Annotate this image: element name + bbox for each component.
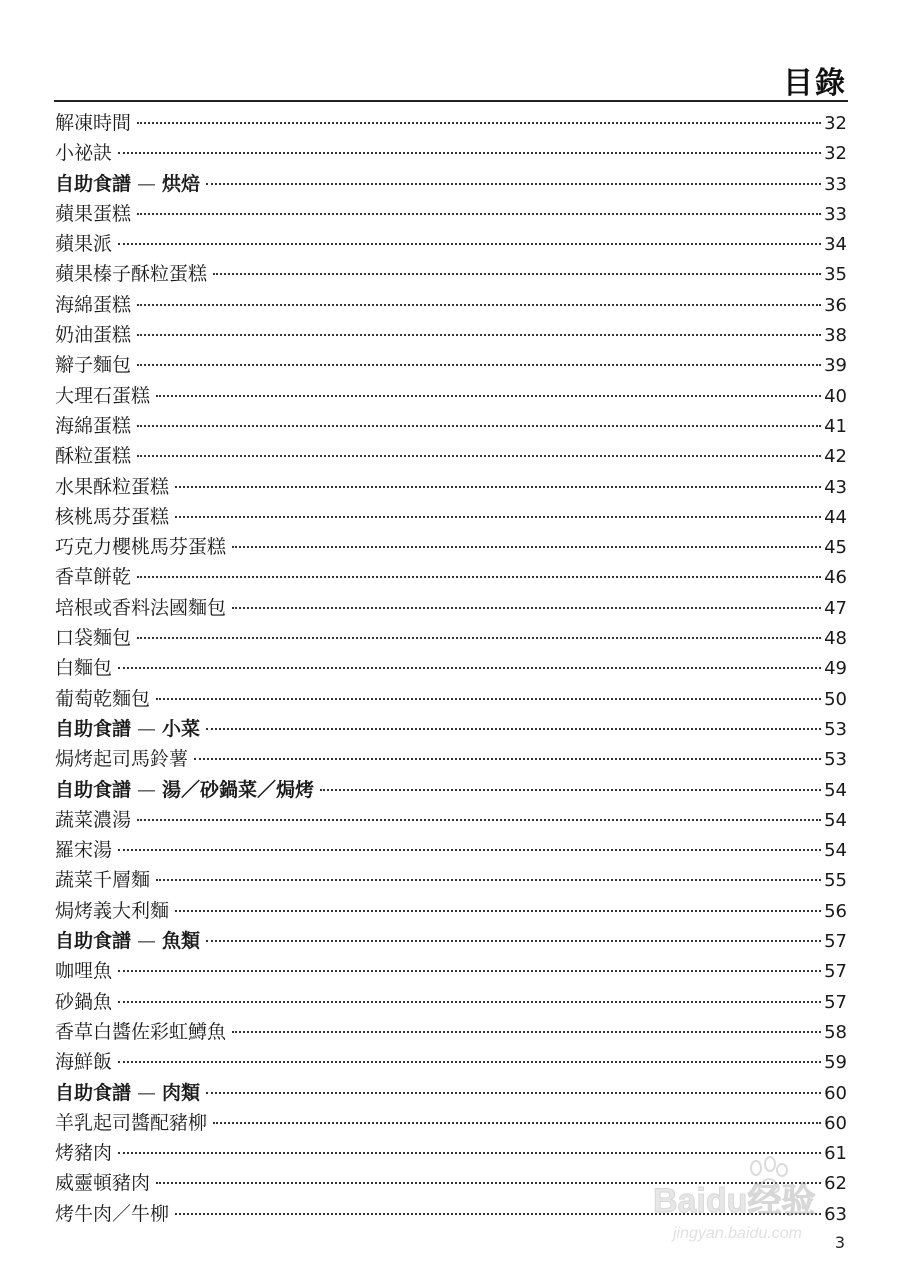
toc-entry-title: [55, 744, 188, 774]
toc-entry-page: 60: [824, 1112, 847, 1134]
toc-entry-page: 49: [824, 658, 847, 680]
toc-entry-title: [55, 199, 131, 229]
toc-entry-title-text: 自助食譜: [55, 1081, 132, 1104]
dot-leader: [118, 970, 821, 972]
dot-leader: [232, 607, 821, 609]
toc-entry[interactable]: [55, 1138, 847, 1168]
toc-entry-title-text: 蘋果派: [55, 233, 113, 256]
toc-entry-title: [55, 653, 112, 683]
dot-leader: [137, 576, 821, 578]
toc-entry[interactable]: [55, 865, 847, 895]
toc-entry-title-text: 辮子麵包: [55, 354, 132, 377]
watermark-url: jingyan.baidu.com: [673, 1225, 802, 1242]
dot-leader: [137, 425, 821, 427]
dot-leader: [118, 152, 821, 154]
dot-leader: [232, 1031, 821, 1033]
toc-section-subtitle: 湯／砂鍋菜／焗烤: [162, 778, 315, 801]
dot-leader: [156, 698, 821, 700]
toc-entry-page: 42: [824, 446, 847, 468]
dot-leader: [137, 364, 821, 366]
toc-entry[interactable]: [55, 623, 847, 653]
toc-entry-title: [55, 138, 112, 168]
toc-entry-title: [55, 1047, 112, 1077]
dot-leader: [118, 1061, 821, 1063]
toc-entry[interactable]: [55, 805, 847, 835]
toc-entry-title: [55, 562, 131, 592]
toc-entry[interactable]: [55, 1199, 847, 1229]
toc-entry-title-text: 焗烤起司馬鈴薯: [55, 748, 189, 771]
dot-leader: [137, 122, 821, 124]
toc-entry-page: 38: [824, 325, 847, 347]
toc-entry-title: [55, 290, 131, 320]
dot-leader: [137, 637, 821, 639]
toc-entry-page: 32: [824, 143, 847, 165]
dot-leader: [137, 455, 821, 457]
toc-entry-title: [55, 1078, 200, 1108]
toc-entry-title: [55, 1138, 112, 1168]
toc-entry-page: 58: [824, 1021, 847, 1043]
toc-entry[interactable]: [55, 472, 847, 502]
toc-entry[interactable]: [55, 593, 847, 623]
toc-entry[interactable]: [55, 502, 847, 532]
toc-entry-title-text: 海綿蛋糕: [55, 293, 132, 316]
toc-section-heading[interactable]: [55, 926, 847, 956]
em-dash-separator: —: [137, 930, 157, 953]
toc-entry-title-text: 水果酥粒蛋糕: [55, 475, 170, 498]
toc-entry-title: [55, 835, 112, 865]
dot-leader: [156, 879, 821, 881]
toc-entry-title: [55, 926, 200, 956]
toc-entry-page: 33: [824, 173, 847, 195]
toc-entry-title-text: 白麵包: [55, 657, 113, 680]
toc-entry[interactable]: [55, 684, 847, 714]
dot-leader: [232, 546, 821, 548]
toc-entry-title: [55, 1017, 226, 1047]
em-dash-separator: —: [137, 717, 157, 740]
toc-entry-title-text: 解凍時間: [55, 112, 132, 134]
toc-entry[interactable]: [55, 1168, 847, 1198]
toc-entry-page: 47: [824, 597, 847, 619]
toc-entry-title-text: 烤牛肉／牛柳: [55, 1202, 170, 1225]
toc-section-heading[interactable]: [55, 714, 847, 744]
toc-entry-title: [55, 1199, 169, 1229]
toc-entry-page: 39: [824, 355, 847, 377]
toc-section-subtitle: 烘焙: [162, 172, 201, 195]
dot-leader: [118, 667, 821, 669]
toc-entry[interactable]: [55, 987, 847, 1017]
toc-entry-page: 40: [824, 385, 847, 407]
toc-entry[interactable]: [55, 411, 847, 441]
toc-entry[interactable]: [55, 199, 847, 229]
toc-entry-title: [55, 623, 131, 653]
toc-entry-page: 63: [824, 1203, 847, 1225]
toc-entry-title: [55, 956, 112, 986]
toc-section-subtitle: 魚類: [162, 930, 201, 953]
toc-entry-page: 44: [824, 506, 847, 528]
toc-entry-page: 55: [824, 870, 847, 892]
toc-entry-page: 54: [824, 809, 847, 831]
toc-entry[interactable]: [55, 835, 847, 865]
toc-entry[interactable]: [55, 259, 847, 289]
toc-entry-title-text: 香草白醬佐彩虹鱒魚: [55, 1020, 227, 1043]
dot-leader: [206, 1092, 821, 1094]
watermark-brand: Baidu经验: [653, 1182, 816, 1220]
toc-entry-page: 60: [824, 1082, 847, 1104]
toc-entry-title: [55, 593, 226, 623]
toc-entry-title: [55, 441, 131, 471]
toc-entry-title: [55, 381, 150, 411]
toc-entry-title-text: 口袋麵包: [55, 627, 132, 650]
toc-entry[interactable]: [55, 108, 847, 138]
toc-entry-title-text: 焗烤義大利麵: [55, 899, 170, 922]
toc-entry-page: 50: [824, 688, 847, 710]
toc-entry-title-text: 酥粒蛋糕: [55, 445, 132, 468]
dot-leader: [175, 486, 821, 488]
toc-entry-title: [55, 532, 226, 562]
dot-leader: [118, 849, 821, 851]
toc-entry[interactable]: [55, 1108, 847, 1138]
toc-entry-page: 33: [824, 203, 847, 225]
toc-entry-title-text: 海綿蛋糕: [55, 414, 132, 437]
toc-entry-title: [55, 472, 169, 502]
toc-entry[interactable]: [55, 350, 847, 380]
toc-entry-page: 54: [824, 840, 847, 862]
toc-entry[interactable]: [55, 290, 847, 320]
dot-leader: [213, 273, 821, 275]
toc-entry-title-text: 蔬菜千層麵: [55, 869, 151, 892]
toc-section-heading[interactable]: [55, 775, 847, 805]
toc-entry[interactable]: [55, 1047, 847, 1077]
toc-entry-title-text: 海鮮飯: [55, 1051, 113, 1074]
toc-section-heading[interactable]: [55, 169, 847, 199]
toc-list: [55, 108, 847, 1229]
toc-entry-page: 57: [824, 991, 847, 1013]
toc-entry-title-text: 咖哩魚: [55, 960, 113, 983]
em-dash-separator: —: [137, 1081, 157, 1104]
toc-entry-title-text: 葡萄乾麵包: [55, 687, 151, 710]
toc-entry-title: [55, 805, 131, 835]
toc-entry[interactable]: [55, 1017, 847, 1047]
toc-entry-title-text: 羅宋湯: [55, 839, 113, 862]
toc-entry[interactable]: [55, 320, 847, 350]
toc-entry-page: 34: [824, 234, 847, 256]
toc-entry-title-text: 羊乳起司醬配豬柳: [55, 1111, 208, 1134]
dot-leader: [137, 334, 821, 336]
dot-leader: [206, 940, 821, 942]
dot-leader: [194, 758, 821, 760]
dot-leader: [156, 395, 821, 397]
toc-entry-page: 32: [824, 113, 847, 134]
dot-leader: [175, 910, 821, 912]
em-dash-separator: —: [137, 778, 157, 801]
em-dash-separator: —: [137, 172, 157, 195]
toc-entry[interactable]: [55, 562, 847, 592]
toc-section-subtitle: 小菜: [162, 717, 201, 740]
toc-entry-title: [55, 684, 150, 714]
toc-entry-title-text: 自助食譜: [55, 717, 132, 740]
toc-entry-page: 62: [824, 1173, 847, 1195]
toc-entry-title: [55, 108, 131, 138]
toc-entry[interactable]: [55, 956, 847, 986]
toc-entry-title: [55, 896, 169, 926]
title-divider: [54, 100, 848, 102]
toc-entry-title-text: 威靈頓豬肉: [55, 1172, 151, 1195]
toc-entry[interactable]: [55, 744, 847, 774]
toc-entry-page: 53: [824, 749, 847, 771]
toc-entry-title-text: 小祕訣: [55, 142, 113, 165]
dot-leader: [175, 516, 821, 518]
dot-leader: [118, 1152, 821, 1154]
toc-entry-title: [55, 714, 200, 744]
toc-entry[interactable]: [55, 381, 847, 411]
toc-entry-title: [55, 987, 112, 1017]
toc-entry-title-text: 自助食譜: [55, 778, 132, 801]
toc-entry-page: 54: [824, 779, 847, 801]
toc-entry-title-text: 自助食譜: [55, 930, 132, 953]
toc-entry-title-text: 大理石蛋糕: [55, 384, 151, 407]
dot-leader: [213, 1122, 821, 1124]
toc-entry-title-text: 蘋果蛋糕: [55, 202, 132, 225]
dot-leader: [137, 304, 821, 306]
toc-entry-title: [55, 350, 131, 380]
toc-entry-title: [55, 1168, 150, 1198]
toc-entry-page: 35: [824, 264, 847, 286]
toc-entry-title-text: 烤豬肉: [55, 1142, 113, 1165]
toc-section-subtitle: 肉類: [162, 1081, 201, 1104]
dot-leader: [320, 789, 821, 791]
toc-entry-title-text: 核桃馬芬蛋糕: [55, 505, 170, 528]
toc-entry-page: 57: [824, 931, 847, 953]
toc-entry-title-text: 蔬菜濃湯: [55, 808, 132, 831]
toc-entry-page: 43: [824, 476, 847, 498]
toc-entry-title-text: 巧克力櫻桃馬芬蛋糕: [55, 536, 227, 559]
toc-entry-title: [55, 502, 169, 532]
page-number: 3: [834, 1233, 845, 1252]
toc-entry[interactable]: [55, 229, 847, 259]
toc-entry-title-text: 自助食譜: [55, 172, 132, 195]
toc-entry-title-text: 奶油蛋糕: [55, 324, 132, 347]
toc-entry-title: [55, 865, 150, 895]
toc-entry-page: 57: [824, 961, 847, 983]
toc-entry-title: [55, 411, 131, 441]
toc-entry-page: 46: [824, 567, 847, 589]
toc-entry-page: 48: [824, 628, 847, 650]
toc-entry-title-text: 砂鍋魚: [55, 990, 113, 1013]
toc-entry-title-text: 培根或香料法國麵包: [55, 596, 227, 619]
toc-entry-title: [55, 320, 131, 350]
toc-entry-page: 41: [824, 415, 847, 437]
dot-leader: [175, 1213, 821, 1215]
dot-leader: [118, 1001, 821, 1003]
toc-entry-title-text: 蘋果榛子酥粒蛋糕: [55, 263, 208, 286]
toc-entry-title-text: 香草餅乾: [55, 566, 132, 589]
toc-entry-page: 53: [824, 718, 847, 740]
toc-entry-title: [55, 169, 200, 199]
toc-section-heading[interactable]: [55, 1078, 847, 1108]
dot-leader: [137, 213, 821, 215]
dot-leader: [206, 183, 821, 185]
toc-entry-title: [55, 1108, 207, 1138]
dot-leader: [137, 819, 821, 821]
dot-leader: [206, 728, 821, 730]
toc-entry-title: [55, 259, 207, 289]
toc-entry[interactable]: [55, 532, 847, 562]
dot-leader: [156, 1182, 821, 1184]
toc-entry-page: 61: [824, 1143, 847, 1165]
toc-entry-page: 59: [824, 1052, 847, 1074]
toc-entry[interactable]: [55, 653, 847, 683]
toc-entry[interactable]: [55, 441, 847, 471]
toc-entry[interactable]: [55, 896, 847, 926]
toc-entry[interactable]: [55, 138, 847, 168]
dot-leader: [118, 243, 821, 245]
toc-entry-title: [55, 775, 314, 805]
toc-entry-page: 45: [824, 537, 847, 559]
toc-entry-page: 56: [824, 900, 847, 922]
toc-entry-title: [55, 229, 112, 259]
toc-entry-page: 36: [824, 294, 847, 316]
page-title: 目錄: [783, 66, 847, 101]
